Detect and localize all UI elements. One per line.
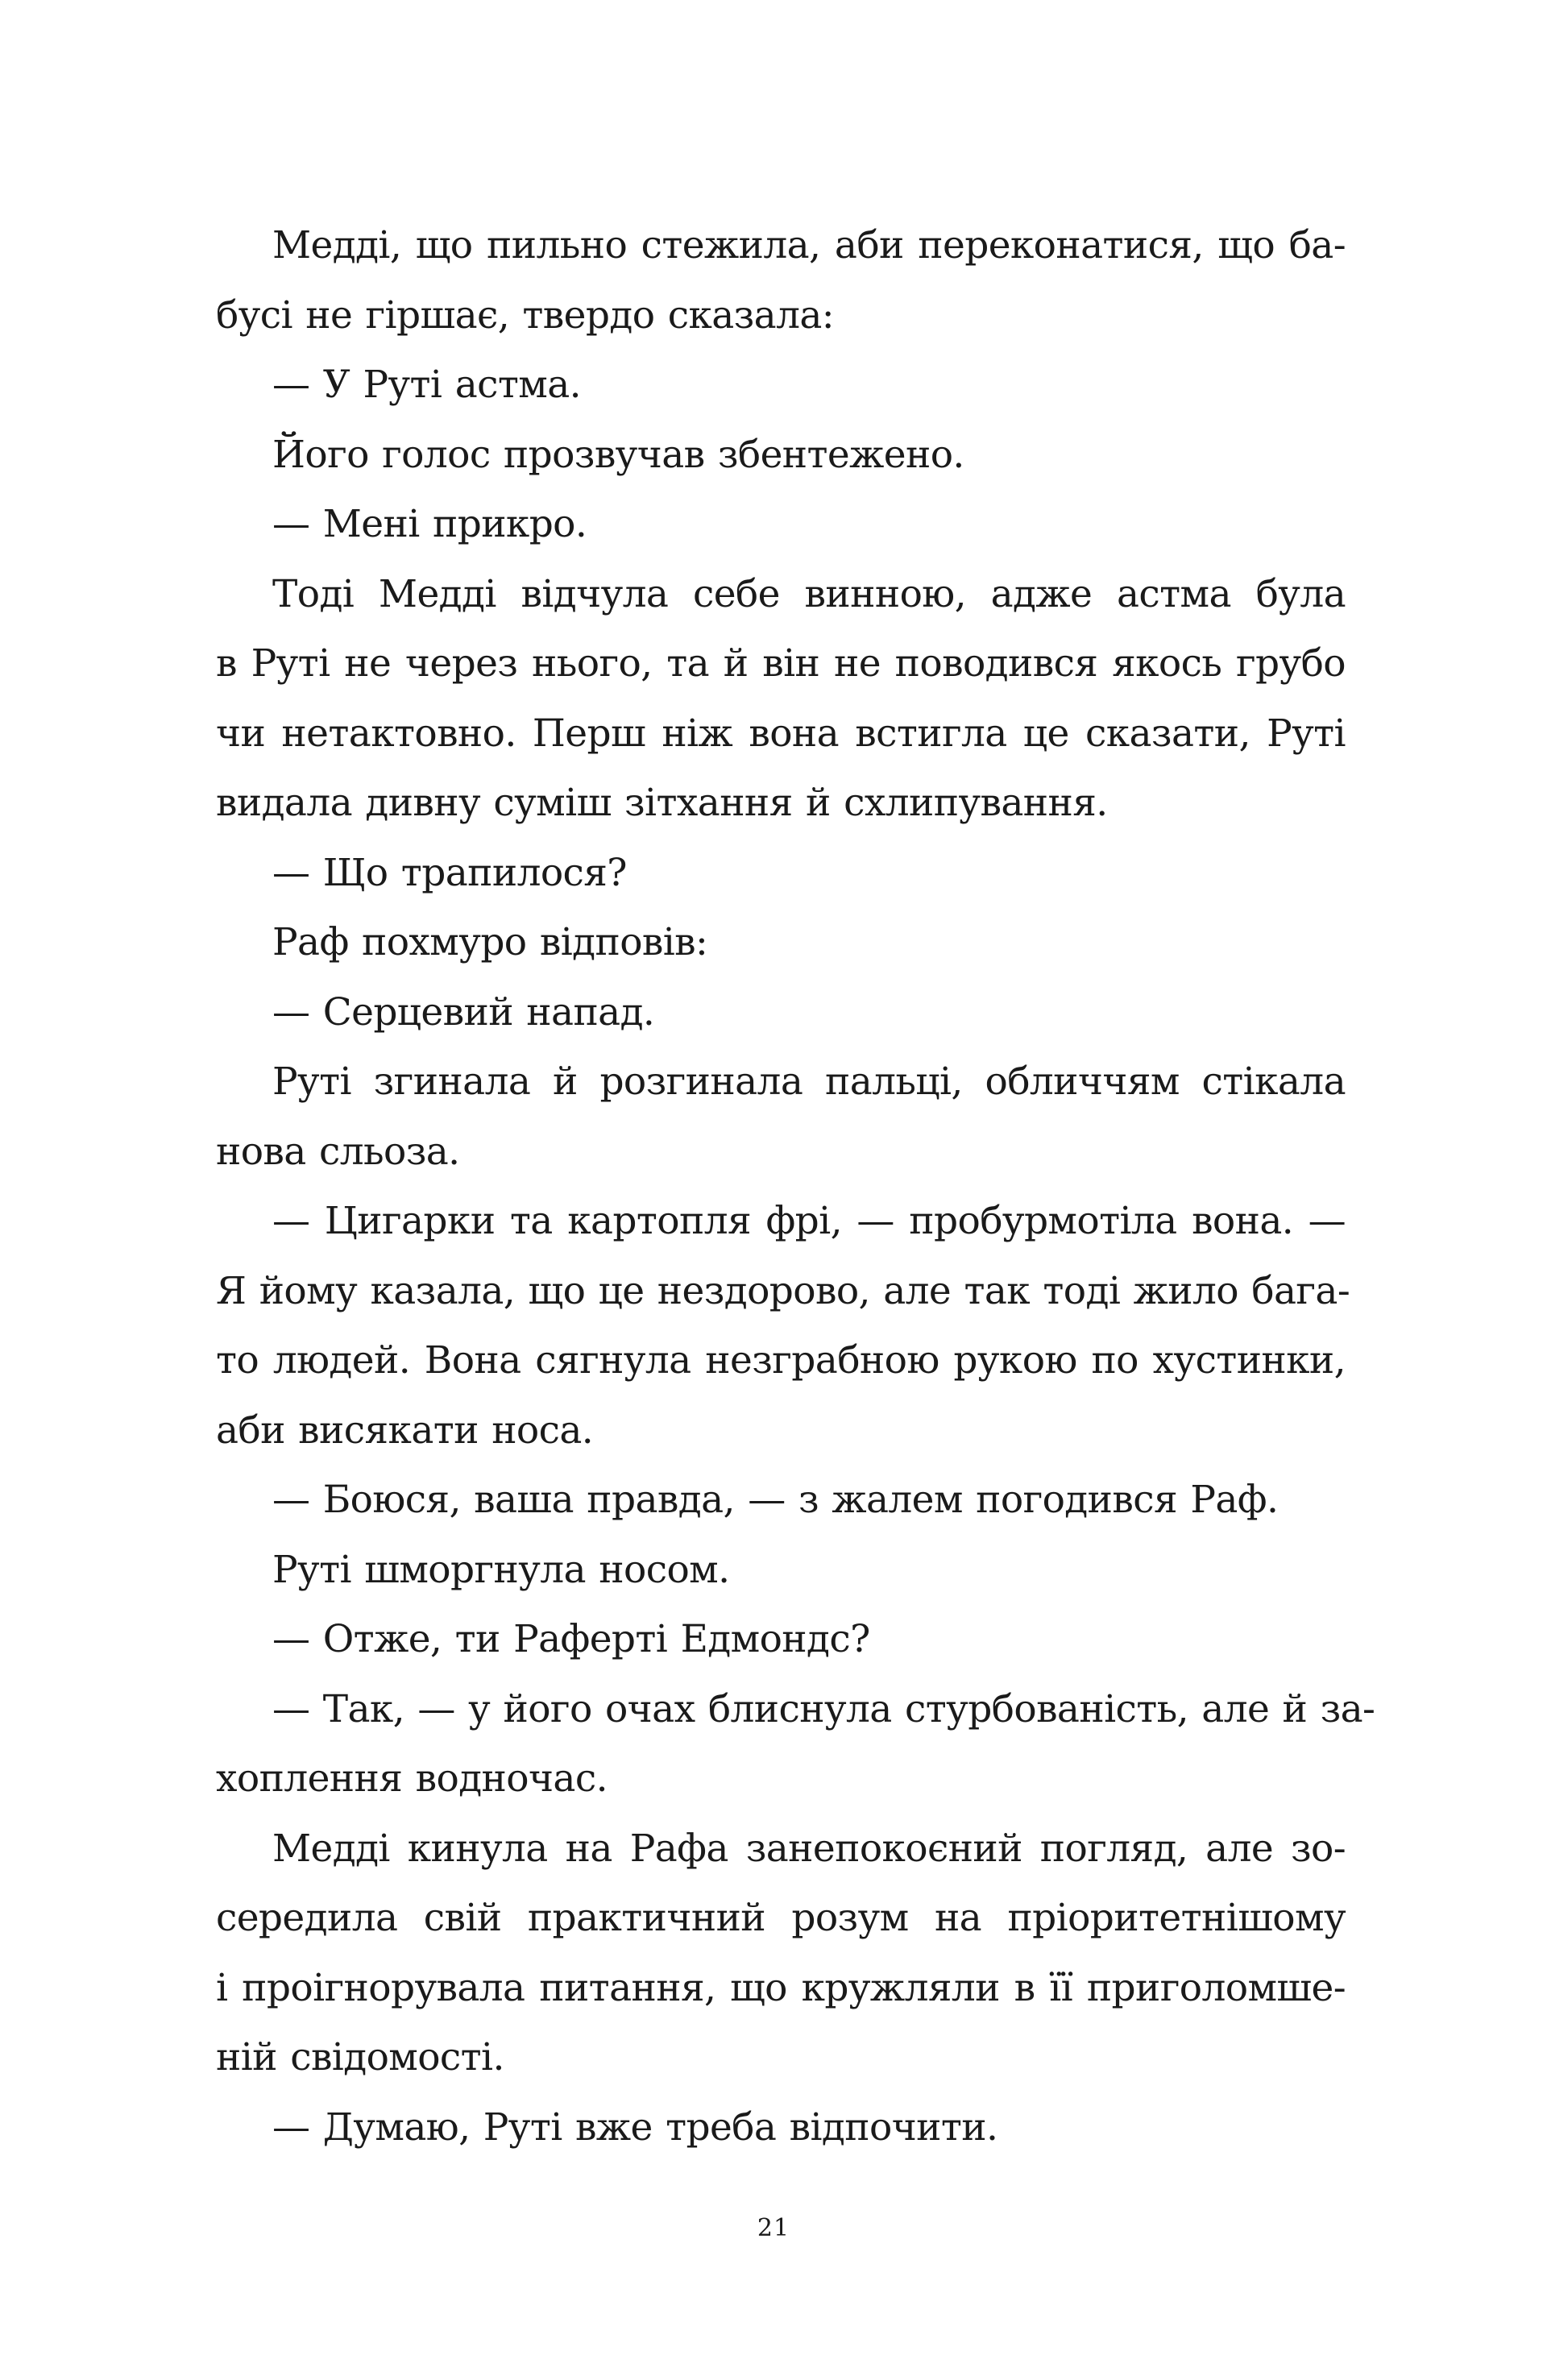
text-line: середила свій практичний розум на пріоритетнішому <box>216 1896 1346 1940</box>
text-line: то людей. Вона сягнула незграбною рукою по хустинки, <box>216 1338 1346 1383</box>
text-line: бусі не гіршає, твердо сказала: <box>216 292 835 338</box>
text-line: — Отже, ти Раферті Едмондс? <box>272 1617 870 1661</box>
text-line: Руті шморгнула носом. <box>272 1547 730 1592</box>
text-line: Медді кинула на Рафа занепокоєний погляд, але зо- <box>272 1826 1346 1871</box>
text-line: чи нетактовно. Перш ніж вона встигла це сказати, Руті <box>216 711 1346 756</box>
text-line: нова сльоза. <box>216 1129 460 1174</box>
text-line: ній свідомості. <box>216 2035 504 2079</box>
text-line: Його голос прозвучав збентежено. <box>272 432 964 477</box>
body-text <box>216 211 1375 2162</box>
text-line: і проігнорувала питання, що кружляли в її приголомше- <box>216 1965 1346 2010</box>
text-line: Тоді Медді відчула себе винною, адже астма була <box>272 571 1346 616</box>
text-line: Руті згинала й розгинала пальці, обличчям стікала <box>272 1059 1346 1104</box>
text-line: — Цигарки та картопля фрі, — пробурмотіла вона. — <box>272 1199 1346 1243</box>
text-line: — Думаю, Руті вже треба відпочити. <box>272 2104 998 2150</box>
text-line: — Так, — у його очах блиснула стурбованість, але й за- <box>272 1686 1375 1731</box>
text-line: Медді, що пильно стежила, аби переконатися, що ба- <box>272 223 1346 267</box>
text-line: — Що трапилося? <box>272 850 627 895</box>
text-line: — Боюся, ваша правда, — з жалем погодився Раф. <box>272 1478 1279 1522</box>
text-line: Я йому казала, що це нездорово, але так тоді жило бага- <box>216 1268 1350 1313</box>
text-line: — Мені прикро. <box>272 502 587 546</box>
text-line: в Руті не через нього, та й він не поводився якось грубо <box>216 641 1346 686</box>
page-number: 21 <box>757 2214 790 2242</box>
text-line: Раф похмуро відповів: <box>272 920 708 964</box>
text-line: — У Руті астма. <box>272 363 581 407</box>
text-line: хоплення водночас. <box>216 1756 608 1801</box>
text-line: аби висякати носа. <box>216 1408 594 1453</box>
text-line: видала дивну суміш зітхання й схлипування. <box>216 781 1108 825</box>
text-line: — Серцевий напад. <box>272 989 655 1035</box>
